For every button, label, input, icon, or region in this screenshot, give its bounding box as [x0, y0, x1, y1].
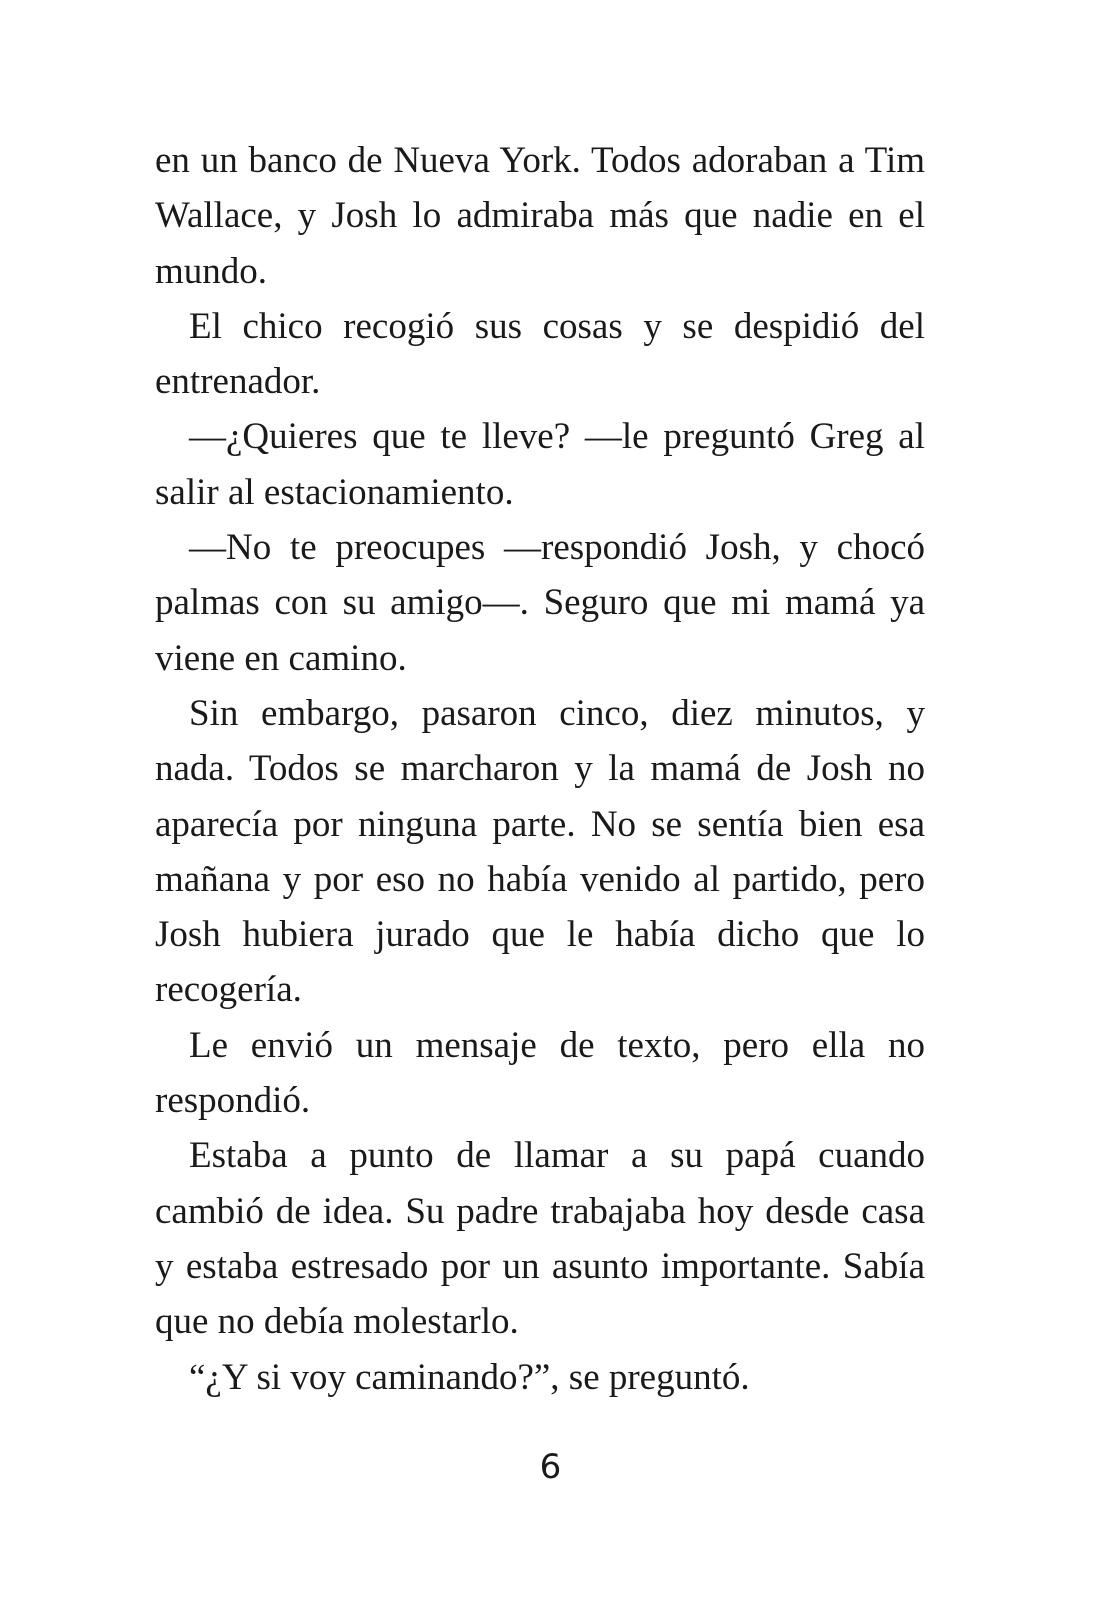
paragraph-7: Estaba a punto de llamar a su papá cuando cambió de idea. Su padre trabajaba hoy desde casa y estaba estresado por un asunto importante. Sabía que no debía molestarlo.: [155, 1135, 925, 1343]
page-number: 6: [539, 1447, 562, 1487]
paragraph-6: Le envió un mensaje de texto, pero ella no respondió.: [155, 1024, 925, 1122]
paragraph-8: “¿Y si voy caminando?”, se preguntó.: [189, 1356, 750, 1398]
body-text: [155, 133, 925, 1405]
paragraph-4: —No te preocupes —respondió Josh, y chocó palmas con su amigo—. Seguro que mi mamá ya viene en camino.: [155, 527, 925, 679]
paragraph-3: —¿Quieres que te lleve? —le preguntó Greg al salir al estacionamiento.: [155, 416, 925, 513]
paragraph-5: Sin embargo, pasaron cinco, diez minutos, y nada. Todos se marcharon y la mamá de Josh no aparecía por ninguna parte. No se sentía bien esa mañana y por eso no había venido al partido, pero Josh hubiera jurado que le había dicho que lo recogería.: [155, 692, 925, 1011]
paragraph-2: El chico recogió sus cosas y se despidió del entrenador.: [155, 305, 925, 403]
paragraph-1: en un banco de Nueva York. Todos adoraban a Tim Wallace, y Josh lo admiraba más que nadie en el mundo.: [155, 140, 925, 292]
